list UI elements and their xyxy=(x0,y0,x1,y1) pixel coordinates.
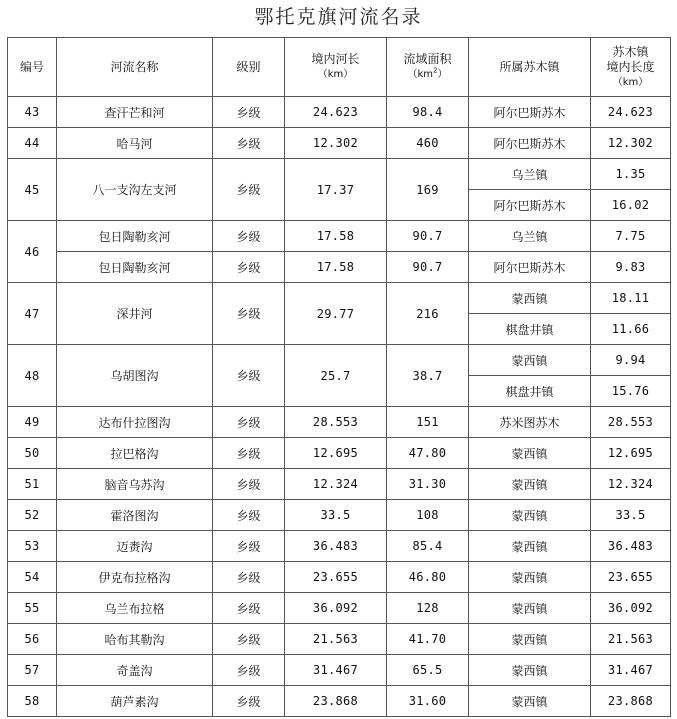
page-title: 鄂托克旗河流名录 xyxy=(254,6,423,28)
cell-length: 25.7 xyxy=(285,345,387,407)
cell-id: 48 xyxy=(8,345,57,407)
cell-id: 45 xyxy=(8,159,57,221)
table-row xyxy=(8,345,671,376)
cell-town-length: 31.467 xyxy=(591,655,671,686)
cell-town: 蒙西镇 xyxy=(469,593,591,624)
cell-level: 乡级 xyxy=(213,345,285,407)
cell-river-name: 拉巴格沟 xyxy=(57,438,213,469)
cell-area: 31.60 xyxy=(387,686,469,717)
table-row xyxy=(8,500,671,531)
cell-town: 蒙西镇 xyxy=(469,283,591,314)
cell-id: 55 xyxy=(8,593,57,624)
cell-id: 51 xyxy=(8,469,57,500)
header-town-length-unit: （km） xyxy=(612,76,649,88)
table-row xyxy=(8,438,671,469)
cell-id: 54 xyxy=(8,562,57,593)
table-row xyxy=(8,655,671,686)
cell-length: 24.623 xyxy=(285,97,387,128)
cell-length: 17.58 xyxy=(285,252,387,283)
table-row xyxy=(8,97,671,128)
cell-river-name: 伊克布拉格沟 xyxy=(57,562,213,593)
cell-length: 21.563 xyxy=(285,624,387,655)
cell-level: 乡级 xyxy=(213,97,285,128)
table-row xyxy=(8,593,671,624)
cell-length: 23.868 xyxy=(285,686,387,717)
cell-level: 乡级 xyxy=(213,438,285,469)
cell-town-length: 1.35 xyxy=(591,159,671,190)
table-row xyxy=(8,624,671,655)
cell-town-length: 9.83 xyxy=(591,252,671,283)
cell-river-name: 奇盖沟 xyxy=(57,655,213,686)
cell-id: 44 xyxy=(8,128,57,159)
cell-town: 蒙西镇 xyxy=(469,469,591,500)
cell-town-length: 23.655 xyxy=(591,562,671,593)
cell-river-name: 脑音乌苏沟 xyxy=(57,469,213,500)
cell-town: 蒙西镇 xyxy=(469,531,591,562)
cell-town-length: 9.94 xyxy=(591,345,671,376)
cell-area: 169 xyxy=(387,159,469,221)
cell-town-length: 28.553 xyxy=(591,407,671,438)
cell-area: 90.7 xyxy=(387,252,469,283)
cell-town-length: 21.563 xyxy=(591,624,671,655)
cell-town: 苏米图苏木 xyxy=(469,407,591,438)
table-row xyxy=(8,159,671,190)
cell-id: 46 xyxy=(8,221,57,283)
cell-town-length: 16.02 xyxy=(591,190,671,221)
cell-length: 12.302 xyxy=(285,128,387,159)
table-row xyxy=(8,252,671,283)
table-row xyxy=(8,283,671,314)
cell-id: 58 xyxy=(8,686,57,717)
cell-id: 52 xyxy=(8,500,57,531)
cell-river-name: 查汗芒和河 xyxy=(57,97,213,128)
river-table xyxy=(7,37,671,717)
cell-town-length: 15.76 xyxy=(591,376,671,407)
table-row xyxy=(8,562,671,593)
cell-river-name: 霍洛图沟 xyxy=(57,500,213,531)
cell-level: 乡级 xyxy=(213,624,285,655)
cell-river-name: 乌胡图沟 xyxy=(57,345,213,407)
cell-river-name: 葫芦素沟 xyxy=(57,686,213,717)
cell-length: 17.58 xyxy=(285,221,387,252)
cell-town-length: 36.483 xyxy=(591,531,671,562)
header-length-unit: （km） xyxy=(317,69,354,80)
cell-area: 108 xyxy=(387,500,469,531)
cell-area: 41.70 xyxy=(387,624,469,655)
cell-river-name: 达布什拉图沟 xyxy=(57,407,213,438)
header-area-line1: 流域面积 xyxy=(403,52,452,66)
cell-town: 乌兰镇 xyxy=(469,221,591,252)
cell-town-length: 24.623 xyxy=(591,97,671,128)
cell-town-length: 12.695 xyxy=(591,438,671,469)
cell-town: 阿尔巴斯苏木 xyxy=(469,252,591,283)
cell-river-name: 包日陶勒亥河 xyxy=(57,221,213,252)
cell-area: 65.5 xyxy=(387,655,469,686)
table-header-row xyxy=(8,38,671,97)
cell-town-length: 12.302 xyxy=(591,128,671,159)
cell-length: 36.092 xyxy=(285,593,387,624)
cell-level: 乡级 xyxy=(213,407,285,438)
cell-town: 乌兰镇 xyxy=(469,159,591,190)
cell-id: 53 xyxy=(8,531,57,562)
cell-area: 216 xyxy=(387,283,469,345)
cell-length: 23.655 xyxy=(285,562,387,593)
cell-river-name: 深井河 xyxy=(57,283,213,345)
header-length xyxy=(285,38,387,97)
cell-length: 31.467 xyxy=(285,655,387,686)
cell-length: 29.77 xyxy=(285,283,387,345)
cell-town-length: 18.11 xyxy=(591,283,671,314)
cell-area: 90.7 xyxy=(387,221,469,252)
cell-town-length: 7.75 xyxy=(591,221,671,252)
header-area-unit: $(km^2)$ xyxy=(407,66,448,80)
cell-river-name: 哈马河 xyxy=(57,128,213,159)
cell-area: 151 xyxy=(387,407,469,438)
cell-area: 128 xyxy=(387,593,469,624)
cell-town-length: 11.66 xyxy=(591,314,671,345)
cell-id: 57 xyxy=(8,655,57,686)
cell-river-name: 乌兰布拉格 xyxy=(57,593,213,624)
cell-town-length: 36.092 xyxy=(591,593,671,624)
cell-length: 36.483 xyxy=(285,531,387,562)
cell-town-length: 23.868 xyxy=(591,686,671,717)
cell-town-length: 12.324 xyxy=(591,469,671,500)
cell-town: 棋盘井镇 xyxy=(469,314,591,345)
cell-town: 阿尔巴斯苏木 xyxy=(469,190,591,221)
cell-town: 蒙西镇 xyxy=(469,500,591,531)
cell-town: 蒙西镇 xyxy=(469,655,591,686)
cell-river-name: 包日陶勒亥河 xyxy=(57,252,213,283)
cell-river-name: 哈布其勒沟 xyxy=(57,624,213,655)
header-town-length-line2: 境内长度 xyxy=(606,59,655,74)
cell-level: 乡级 xyxy=(213,593,285,624)
cell-town: 蒙西镇 xyxy=(469,624,591,655)
cell-id: 50 xyxy=(8,438,57,469)
cell-river-name: 八一支沟左支河 xyxy=(57,159,213,221)
cell-length: 17.37 xyxy=(285,159,387,221)
table-row xyxy=(8,407,671,438)
cell-river-name: 迈赉沟 xyxy=(57,531,213,562)
cell-town: 蒙西镇 xyxy=(469,345,591,376)
header-length-line1: 境内河长 xyxy=(311,52,360,66)
header-town-length xyxy=(591,38,671,97)
cell-town: 蒙西镇 xyxy=(469,562,591,593)
cell-level: 乡级 xyxy=(213,159,285,221)
cell-length: 12.695 xyxy=(285,438,387,469)
cell-area: 85.4 xyxy=(387,531,469,562)
cell-level: 乡级 xyxy=(213,469,285,500)
header-town: 所属苏木镇 xyxy=(469,38,591,97)
table-row xyxy=(8,128,671,159)
cell-id: 43 xyxy=(8,97,57,128)
header-name: 河流名称 xyxy=(57,38,213,97)
cell-area: 47.80 xyxy=(387,438,469,469)
table-body xyxy=(8,97,671,717)
header-id: 编号 xyxy=(8,38,57,97)
cell-level: 乡级 xyxy=(213,283,285,345)
cell-level: 乡级 xyxy=(213,221,285,252)
cell-length: 28.553 xyxy=(285,407,387,438)
cell-level: 乡级 xyxy=(213,686,285,717)
cell-town: 阿尔巴斯苏木 xyxy=(469,97,591,128)
cell-id: 49 xyxy=(8,407,57,438)
cell-area: 31.30 xyxy=(387,469,469,500)
cell-town: 棋盘井镇 xyxy=(469,376,591,407)
cell-level: 乡级 xyxy=(213,128,285,159)
cell-level: 乡级 xyxy=(213,655,285,686)
table-row xyxy=(8,531,671,562)
header-town-length-line1: 苏木镇 xyxy=(612,44,649,59)
cell-id: 47 xyxy=(8,283,57,345)
cell-town: 阿尔巴斯苏木 xyxy=(469,128,591,159)
cell-level: 乡级 xyxy=(213,500,285,531)
cell-level: 乡级 xyxy=(213,562,285,593)
table-row xyxy=(8,686,671,717)
cell-level: 乡级 xyxy=(213,252,285,283)
header-area xyxy=(387,38,469,97)
header-level: 级别 xyxy=(213,38,285,97)
cell-town-length: 33.5 xyxy=(591,500,671,531)
cell-level: 乡级 xyxy=(213,531,285,562)
cell-town: 蒙西镇 xyxy=(469,686,591,717)
table-row xyxy=(8,221,671,252)
cell-length: 33.5 xyxy=(285,500,387,531)
cell-area: 38.7 xyxy=(387,345,469,407)
cell-town: 蒙西镇 xyxy=(469,438,591,469)
cell-area: 98.4 xyxy=(387,97,469,128)
cell-id: 56 xyxy=(8,624,57,655)
table-row xyxy=(8,469,671,500)
cell-area: 460 xyxy=(387,128,469,159)
cell-area: 46.80 xyxy=(387,562,469,593)
cell-length: 12.324 xyxy=(285,469,387,500)
